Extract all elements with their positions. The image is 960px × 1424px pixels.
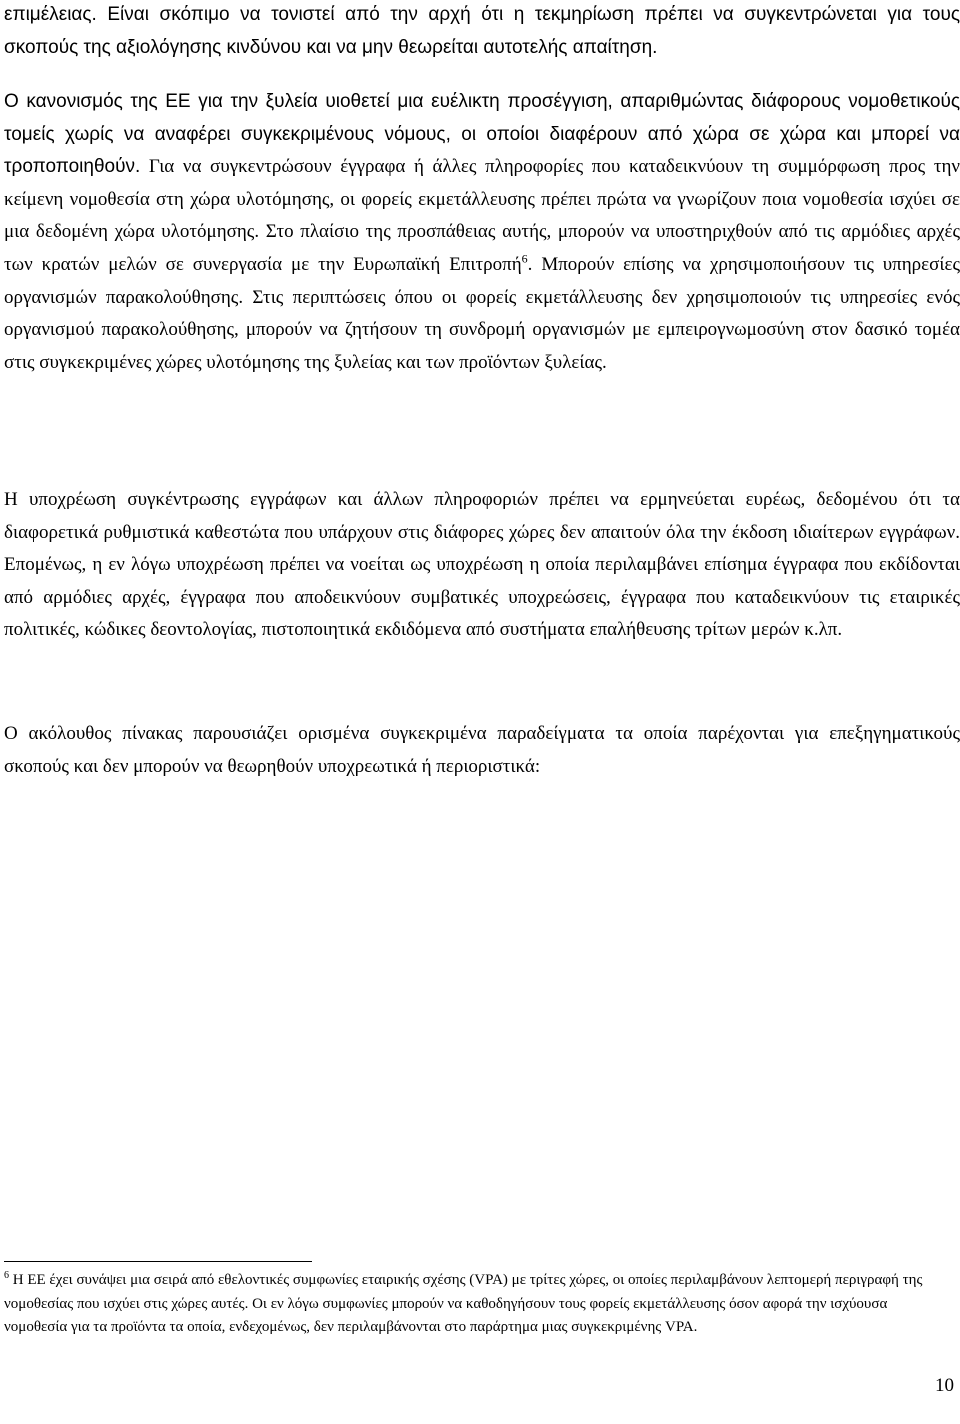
paragraph-2-part-a: Ο κανονισμός της ΕΕ για την ξυλεία υιοθετεί μια ευέλικτη προσέγγιση, απαριθμώντας διάφορους νομοθετικούς τομείς χωρίς να αναφέρει συγκεκριμένους νόμους, οι οποίοι διαφέρουν από χώρα σε χώρα και μπορεί να τροποποιηθούν. bbox=[4, 91, 960, 178]
footnote-separator bbox=[4, 1261, 312, 1262]
footnote bbox=[4, 1269, 928, 1340]
paragraph-2 bbox=[4, 86, 960, 379]
paragraph-1-part-a: επιμέλειας. bbox=[4, 4, 108, 25]
footnote-reference: 6 bbox=[521, 251, 528, 266]
footnote-number: 6 bbox=[4, 1270, 9, 1281]
paragraph-2-part-b: Για να συγκεντρώσουν έγγραφα ή άλλες πληροφορίες που καταδεικνύουν τη συμμόρφωση προς την κείμενη νομοθεσία στη χώρα υλοτόμησης, οι φορείς εκμετάλλευσης πρέπει πρώτα να γνωρίζουν ποια νομοθεσία ισχύει σε μια δεδομένη χώρα υλοτόμησης. Στο πλαίσιο της προσπάθειας αυτής, μπορούν να υποστηριχθούν από τις αρμόδιες αρχές των κρατών μελών σε συνεργασία με την Ευρωπαϊκή Επιτροπή bbox=[4, 156, 960, 275]
paragraph-3: Η υποχρέωση συγκέντρωσης εγγράφων και άλλων πληροφοριών πρέπει να ερμηνεύεται ευρέως, δεδομένου ότι τα διαφορετικά ρυθμιστικά καθεστώτα που υπάρχουν στις διάφορες χώρες δεν απαιτούν όλα την έκδοση ιδιαίτερων εγγράφων. Επομένως, η εν λόγω υποχρέωση πρέπει να νοείται ως υποχρέωση η οποία περιλαμβάνει επίσημα έγγραφα που εκδίδονται από αρμόδιες αρχές, έγγραφα που αποδεικνύουν συμβατικές υποχρεώσεις, έγγραφα που καταδεικνύουν τις εταιρικές πολιτικές, κώδικες δεοντολογίας, πιστοποιητικά εκδιδόμενα από συστήματα επαλήθευσης τρίτων μερών κ.λπ. bbox=[4, 489, 960, 641]
paragraph-1 bbox=[4, 0, 960, 64]
page-number: 10 bbox=[935, 1375, 954, 1396]
paragraph-1-part-b: Είναι σκόπιμο να τονιστεί από την αρχή ότι η τεκμηρίωση πρέπει να συγκεντρώνεται για τους σκοπούς της αξιολόγησης κινδύνου και να μην θεωρείται αυτοτελής απαίτηση. bbox=[4, 4, 960, 58]
footnote-text: Η ΕΕ έχει συνάψει μια σειρά από εθελοντικές συμφωνίες εταιρικής σχέσης (VPA) με τρίτες χώρες, οι οποίες περιλαμβάνουν λεπτομερή περιγραφή της νομοθεσίας που ισχύει στις χώρες αυτές. Οι εν λόγω συμφωνίες μπορούν να καθοδηγήσουν τους φορείς εκμετάλλευσης όσον αφορά την ισχύουσα νομοθεσία για τα προϊόντα τα οποία, ενδεχομένως, δεν περιλαμβάνονται στο παράρτημα μιας συγκεκριμένης VPA. bbox=[4, 1272, 923, 1335]
paragraph-2-part-c: . Μπορούν επίσης να χρησιμοποιήσουν τις υπηρεσίες οργανισμών παρακολούθησης. Στις περιπτώσεις όπου οι φορείς εκμετάλλευσης δεν χρησιμοποιούν τις υπηρεσίες ενός οργανισμού παρακολούθησης, μπορούν να ζητήσουν τη συνδρομή οργανισμών με εμπειρογνωμοσύνη στον δασικό τομέα στις συγκεκριμένες χώρες υλοτόμησης της ξυλείας και των προϊόντων ξυλείας. bbox=[4, 253, 960, 373]
paragraph-4: Ο ακόλουθος πίνακας παρουσιάζει ορισμένα συγκεκριμένα παραδείγματα τα οποία παρέχονται για επεξηγηματικούς σκοπούς και δεν μπορούν να θεωρηθούν υποχρεωτικά ή περιοριστικά: bbox=[4, 723, 960, 777]
